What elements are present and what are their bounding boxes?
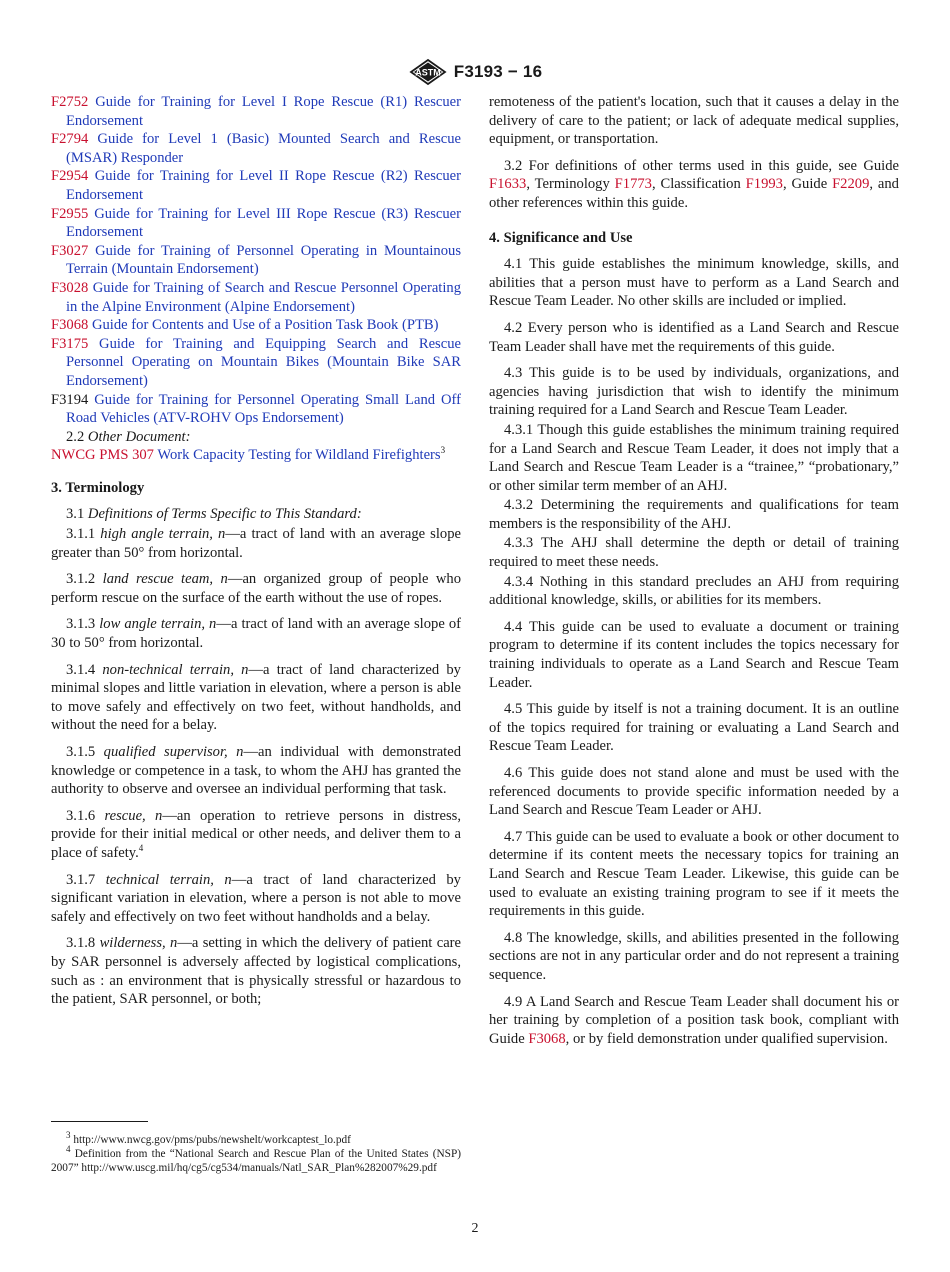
paragraph-text: , Classification bbox=[651, 176, 741, 193]
paragraph-4-3 bbox=[489, 364, 899, 420]
definition-paragraph bbox=[51, 934, 461, 1008]
paragraph-number: 4.5 bbox=[504, 701, 523, 718]
reference-code-link[interactable]: F3175 bbox=[51, 335, 89, 352]
paragraph-number: 3.1.5 bbox=[66, 744, 96, 760]
paragraph-4-2 bbox=[489, 319, 899, 356]
paragraph-4-3-1 bbox=[489, 421, 899, 495]
footnote-number: 3 bbox=[66, 1130, 71, 1141]
paragraph-number: 4.2 bbox=[504, 319, 523, 336]
reference-code-link[interactable]: F2955 bbox=[51, 205, 89, 222]
paragraph-number: 3.1 bbox=[66, 506, 85, 523]
reference-item bbox=[51, 391, 461, 428]
paragraph-4-4 bbox=[489, 618, 899, 692]
defined-term: wilderness, n bbox=[99, 935, 178, 952]
paragraph-text: This guide can be used to evaluate a book or other document to determine if its content meets the necessary topics for training an Land Search and Rescue Team Leader. Likewise, this guide can be used to evaluate an existing training program to see if it meets the requirements in this guide. bbox=[489, 828, 899, 920]
paragraph-text: This guide establishes the minimum knowledge, skills, and abilities that a person must have to perform as a Land Search and Rescue Team Leader. No other skills are included or implied. bbox=[489, 256, 899, 310]
reference-code-link[interactable]: F3028 bbox=[51, 279, 89, 296]
paragraph-number: 4.4 bbox=[504, 618, 523, 635]
paragraph-4-5 bbox=[489, 700, 899, 756]
defined-term: low angle terrain, n bbox=[99, 616, 217, 633]
paragraph-text: This guide by itself is not a training document. It is an outline of the topics required for training or evaluating a Land Search and Rescue Team Leader. bbox=[489, 701, 899, 755]
reference-item bbox=[51, 316, 461, 335]
definition-text: —an individual with demonstrated knowledge or competence in a task, to whom the AHJ has granted the authority to observe and oversee an individual performing that task. bbox=[51, 744, 461, 798]
paragraph-4-3-3 bbox=[489, 534, 899, 571]
right-column bbox=[489, 93, 899, 1056]
definition-text: —an organized group of people who perform rescue on the surface of the earth without the use of ropes. bbox=[51, 571, 462, 606]
footnote-text: Definition from the “National Search and Rescue Plan of the United States (NSP) 2007” http://www.uscg.mil/hq/cg5/cg534/manuals/Natl_SAR_Plan%282007%29.pdf bbox=[51, 1148, 461, 1175]
section-heading-significance: 4. Significance and Use bbox=[489, 229, 633, 246]
paragraph-text: This guide is to be used by individuals, organizations, and agencies having jurisdiction that wish to identify the minimum training required for a Land Search and Rescue Team Leader. bbox=[489, 365, 899, 419]
definition-continuation: remoteness of the patient's location, such that it causes a delay in the delivery of care to the patient; or lack of adequate medical supplies, equipment, or transportation. bbox=[489, 94, 899, 148]
paragraph-4-3-4 bbox=[489, 573, 899, 610]
footnote-divider bbox=[51, 1121, 148, 1122]
definition-paragraph bbox=[51, 525, 461, 562]
paragraph-4-1 bbox=[489, 255, 899, 311]
reference-title-link[interactable]: Guide for Training of Search and Rescue Personnel Operating in the Alpine Environment (Alpine Endorsement) bbox=[66, 279, 462, 315]
reference-link-f3068[interactable]: F3068 bbox=[528, 1030, 566, 1047]
paragraph-4-8 bbox=[489, 929, 899, 985]
paragraph-text: For definitions of other terms used in this guide, see Guide bbox=[528, 157, 899, 174]
reference-title-link[interactable]: Work Capacity Testing for Wildland Firefighters bbox=[157, 447, 441, 464]
paragraph-text: This guide can be used to evaluate a document or training program to determine if its content includes the topics necessary for training individuals to operate as a Land Search and Rescue Team Leader. bbox=[489, 618, 900, 691]
definition-paragraph bbox=[51, 743, 461, 799]
definition-text: —a tract of land with an average slope greater than 50° from horizontal. bbox=[51, 526, 461, 561]
reference-item bbox=[51, 279, 461, 316]
definition-paragraph bbox=[51, 570, 461, 607]
paragraph-title: Definitions of Terms Specific to This Standard: bbox=[87, 506, 362, 523]
paragraph-number: 3.1.7 bbox=[66, 871, 96, 888]
paragraph-text: , Terminology bbox=[526, 176, 610, 193]
paragraph-number: 4.7 bbox=[504, 828, 523, 845]
reference-code-link[interactable]: F3027 bbox=[51, 242, 89, 259]
reference-item bbox=[51, 130, 461, 167]
paragraph-number: 4.3.2 bbox=[504, 497, 534, 514]
reference-title-link[interactable]: Guide for Training for Level I Rope Rescue (R1) Rescuer Endorsement bbox=[66, 94, 461, 129]
defined-term: non-technical terrain, n bbox=[102, 661, 249, 678]
page-number: 2 bbox=[471, 1221, 479, 1236]
reference-link-f1773[interactable]: F1773 bbox=[614, 176, 652, 193]
other-documents-heading bbox=[51, 428, 461, 447]
paragraph-text: A Land Search and Rescue Team Leader shall document his or her training by completion of a position task book, compliant with Guide bbox=[489, 993, 899, 1047]
paragraph-number: 4.1 bbox=[504, 256, 523, 273]
footnote-marker: 3 bbox=[440, 445, 446, 456]
paragraph-number: 4.3 bbox=[504, 365, 523, 382]
defined-term: rescue, n bbox=[104, 807, 163, 824]
definition-text: —a tract of land with an average slope of 30 to 50° from horizontal. bbox=[51, 616, 461, 652]
paragraph-4-6 bbox=[489, 764, 899, 820]
reference-title-link[interactable]: Guide for Level 1 (Basic) Mounted Search and Rescue (MSAR) Responder bbox=[66, 131, 461, 166]
reference-item bbox=[51, 335, 461, 391]
paragraph-number: 3.1.4 bbox=[66, 661, 96, 678]
paragraph-text: , and other references within this guide. bbox=[489, 176, 899, 211]
defined-term: land rescue team, n bbox=[102, 571, 228, 588]
reference-item bbox=[51, 167, 461, 204]
paragraph-number: 4.8 bbox=[504, 929, 523, 946]
reference-title-link[interactable]: Guide for Training and Equipping Search and Rescue Personnel Operating on Mountain Bikes (Mountain Bike SAR Endorsement) bbox=[66, 335, 461, 389]
paragraph-text: Though this guide establishes the minimum training required for a Land Search and Rescue Team Leader, it does not imply that a Land Search and Rescue Team Leader is a “trainee,” “probationary,” or other similar term member of an AHJ. bbox=[489, 421, 899, 494]
paragraph-text: The AHJ shall determine the depth or detail of training required to meet these needs. bbox=[489, 535, 899, 571]
defined-term: technical terrain, n bbox=[105, 871, 232, 888]
definition-text: —a tract of land characterized by minimal slopes and little variation in elevation, where a person is able to move safely and effectively on two feet, without handholds, and without the need for a belay. bbox=[51, 661, 461, 734]
paragraph-4-3-2 bbox=[489, 496, 899, 533]
footnote-number: 4 bbox=[66, 1144, 71, 1155]
reference-title-link[interactable]: Guide for Contents and Use of a Position Task Book (PTB) bbox=[91, 317, 439, 334]
paragraph-number: 3.1.8 bbox=[66, 935, 96, 952]
reference-link-f1633[interactable]: F1633 bbox=[489, 176, 527, 193]
paragraph-text: , or by field demonstration under qualified supervision. bbox=[565, 1030, 888, 1047]
paragraph-text: The knowledge, skills, and abilities presented in the following sections are not in any particular order and do not represent a training sequence. bbox=[489, 929, 899, 983]
reference-code-link[interactable]: F2954 bbox=[51, 168, 89, 185]
footnote-text: http://www.nwcg.gov/pms/pubs/newshelt/workcaptest_lo.pdf bbox=[73, 1134, 351, 1146]
paragraph-number: 3.1.6 bbox=[66, 807, 96, 824]
paragraph-4-9 bbox=[489, 993, 899, 1049]
left-column bbox=[51, 93, 461, 1017]
document-number: F3193 − 16 bbox=[453, 62, 543, 81]
paragraph-number: 3.1.2 bbox=[66, 571, 96, 588]
paragraph-text: , Guide bbox=[782, 176, 828, 193]
paragraph-number: 3.1.1 bbox=[66, 526, 96, 543]
paragraph-3-1 bbox=[51, 505, 461, 524]
paragraph-number: 4.3.3 bbox=[504, 535, 534, 552]
paragraph-number: 4.3.1 bbox=[504, 421, 534, 438]
definition-paragraph bbox=[51, 615, 461, 652]
reference-link-f2209[interactable]: F2209 bbox=[832, 176, 870, 193]
reference-code-link[interactable]: NWCG PMS 307 bbox=[51, 447, 154, 464]
paragraph-number: 4.3.4 bbox=[504, 573, 534, 590]
section-heading-terminology: 3. Terminology bbox=[51, 479, 145, 496]
reference-link-f1993[interactable]: F1993 bbox=[745, 176, 783, 193]
subsection-number: 2.2 bbox=[66, 428, 85, 445]
definition-paragraph bbox=[51, 871, 461, 927]
definition-paragraph bbox=[51, 661, 461, 735]
reference-code-link[interactable]: F2752 bbox=[51, 94, 89, 110]
page-header bbox=[0, 58, 950, 91]
reference-title-link[interactable]: Guide for Training of Personnel Operating in Mountainous Terrain (Mountain Endorsement) bbox=[66, 242, 461, 278]
paragraph-number: 3.2 bbox=[504, 157, 523, 174]
footnote bbox=[51, 1130, 461, 1147]
paragraph-number: 4.6 bbox=[504, 765, 523, 781]
astm-logo-text: ASTM bbox=[415, 67, 441, 78]
paragraph-text: Determining the requirements and qualifications for team members is the responsibility of the AHJ. bbox=[489, 497, 899, 532]
reference-list bbox=[51, 93, 461, 428]
paragraph-number: 3.1.3 bbox=[66, 616, 96, 633]
definition-text: —a setting in which the delivery of patient care by SAR personnel is adversely affected by logistical complications, such as : an environment that is physically stressful or hazardous to the patient, SAR personnel, or both; bbox=[51, 935, 462, 1008]
paragraph-text: Nothing in this standard precludes an AHJ from requiring additional knowledge, skills, or abilities for its members. bbox=[489, 573, 899, 609]
astm-logo-icon bbox=[408, 58, 448, 86]
reference-title-link[interactable]: Guide for Training for Level II Rope Rescue (R2) Rescuer Endorsement bbox=[66, 168, 461, 203]
paragraph-text: Every person who is identified as a Land Search and Rescue Team Leader shall have met the requirements of this guide. bbox=[489, 319, 899, 355]
reference-item bbox=[51, 242, 461, 279]
footnotes bbox=[51, 1130, 461, 1176]
paragraph-4-7 bbox=[489, 828, 899, 921]
reference-item bbox=[51, 446, 461, 465]
footnote-marker: 4 bbox=[138, 843, 144, 854]
reference-title-link[interactable]: Guide for Training for Level III Rope Rescue (R3) Rescuer Endorsement bbox=[66, 205, 461, 241]
defined-term: qualified supervisor, n bbox=[103, 744, 244, 760]
definition-text: —a tract of land characterized by significant variation in elevation, where a person is not able to move safely and effectively on two feet without handholds and a belay. bbox=[51, 871, 461, 925]
definition-text: —an operation to retrieve persons in distress, provide for their initial medical or other needs, and deliver them to a place of safety. bbox=[51, 807, 461, 861]
reference-item bbox=[51, 205, 461, 242]
reference-code: F3194 bbox=[51, 391, 89, 408]
reference-code-link[interactable]: F2794 bbox=[51, 131, 89, 148]
reference-title-link[interactable]: Guide for Training for Personnel Operating Small Land Off Road Vehicles (ATV-ROHV Ops Endorsement) bbox=[66, 391, 461, 427]
subsection-title: Other Document: bbox=[87, 428, 191, 445]
definition-paragraph bbox=[51, 807, 461, 863]
reference-code-link[interactable]: F3068 bbox=[51, 317, 89, 334]
defined-term: high angle terrain, n bbox=[100, 526, 226, 543]
paragraph-3-2 bbox=[489, 157, 899, 213]
paragraph-text: This guide does not stand alone and must be used with the referenced documents to provide specific information needed by a Land Search and Rescue Team Leader or AHJ. bbox=[489, 765, 900, 819]
footnote bbox=[51, 1144, 461, 1175]
paragraph-number: 4.9 bbox=[504, 993, 523, 1010]
reference-item bbox=[51, 93, 461, 130]
